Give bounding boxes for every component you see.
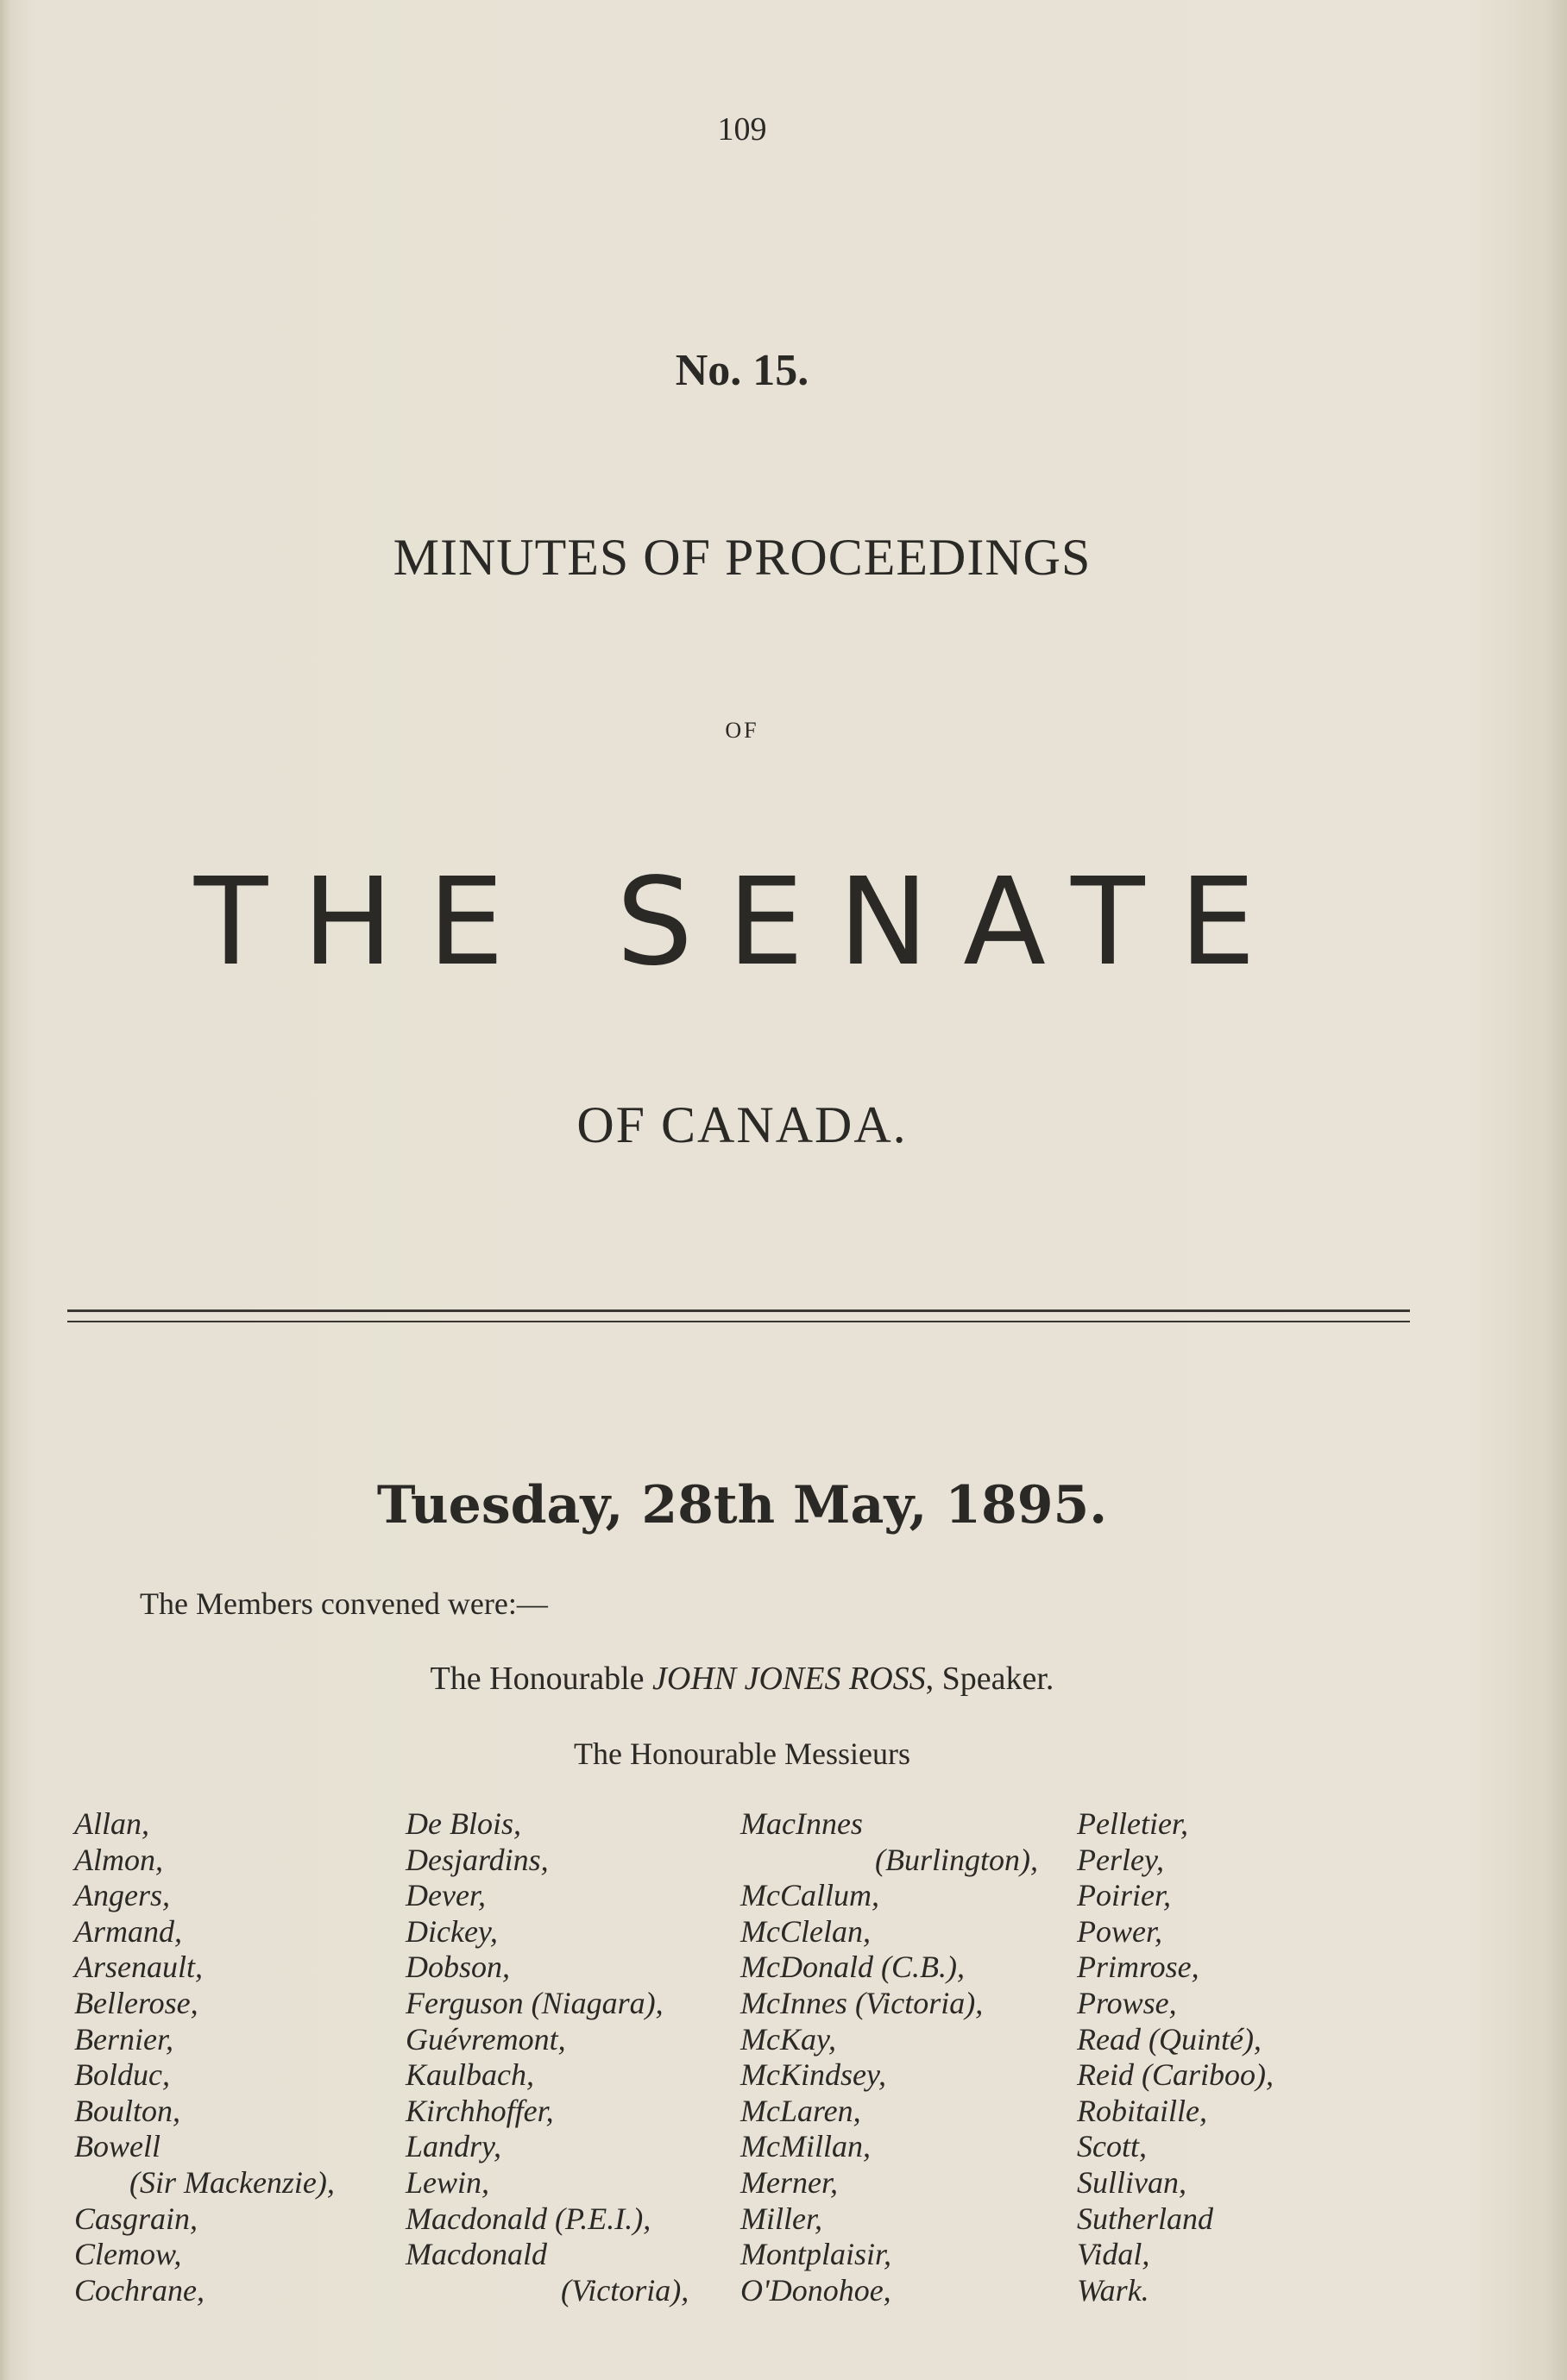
member-name: Cochrane, [74,2272,205,2308]
member-name: McDonald (C.B.), [740,1950,965,1985]
member-name: McMillan, [740,2129,871,2164]
member-name: Kirchhoffer, [406,2093,554,2128]
member-name: Ferguson (Niagara), [406,1985,664,2020]
member-name: Casgrain, [74,2201,198,2236]
member-name: De Blois, [406,1806,521,1841]
speaker-name: JOHN JONES ROSS [652,1661,926,1697]
member-name: Boulton, [74,2093,180,2128]
member-name: Scott, [1077,2129,1147,2164]
member-name-continuation: (Sir Mackenzie), [129,2164,335,2200]
member-name: Desjardins, [406,1842,549,1877]
member-name: McInnes (Victoria), [740,1985,984,2020]
double-rule-top [67,1309,1410,1312]
member-name: Landry, [406,2129,502,2164]
member-name: Merner, [740,2164,838,2200]
member-name: Bernier, [74,2021,173,2057]
member-name: Dickey, [406,1913,498,1949]
member-name: Bolduc, [74,2057,170,2093]
member-name: Guévremont, [406,2021,566,2057]
senate-title-word-the: THE [193,852,539,993]
member-name: McCallum, [740,1878,879,1913]
of-canada-heading: OF CANADA. [576,1096,908,1153]
session-date: Tuesday, 28th May, 1895. [376,1475,1108,1535]
double-rule-bottom [67,1321,1410,1322]
member-name: Macdonald (P.E.I.), [406,2201,651,2236]
member-name: Poirier, [1077,1878,1172,1913]
member-name: Read (Quinté), [1077,2021,1262,2057]
member-name: McClelan, [740,1913,871,1949]
member-name: Sullivan, [1077,2164,1186,2200]
member-name: Arsenault, [74,1950,203,1985]
page-number: 109 [717,111,767,148]
member-name-continuation: (Burlington), [875,1842,1038,1877]
member-name: Dever, [406,1878,486,1913]
member-name: Vidal, [1077,2237,1150,2272]
minutes-title: MINUTES OF PROCEEDINGS [393,529,1092,586]
member-name: Allan, [74,1806,149,1841]
member-name: Primrose, [1077,1950,1199,1985]
member-name: Robitaille, [1077,2093,1207,2128]
member-name: Power, [1077,1913,1162,1949]
members-column-3 [740,1806,1038,2308]
speaker-suffix: , Speaker. [925,1661,1054,1697]
member-name: Kaulbach, [406,2057,534,2093]
member-name: Sutherland [1077,2201,1213,2236]
member-name: Angers, [74,1878,170,1913]
member-name: Dobson, [406,1950,511,1985]
members-column-4 [1077,1806,1274,2308]
speaker-prefix: The Honourable [430,1661,645,1697]
members-column-1 [74,1806,335,2308]
member-name: Macdonald [406,2237,547,2272]
speaker-line [0,1660,1484,1698]
member-name: Perley, [1077,1842,1164,1877]
member-name: Reid (Cariboo), [1077,2057,1274,2093]
member-name: McKindsey, [740,2057,886,2093]
member-name: Pelletier, [1077,1806,1188,1841]
member-name: McKay, [740,2021,836,2057]
of-line: OF [725,718,759,743]
member-name: Almon, [74,1842,163,1877]
senate-title [0,852,1484,993]
member-name: O'Donohoe, [740,2272,891,2308]
member-name: Montplaisir, [740,2237,892,2272]
members-column-2 [406,1806,689,2308]
member-name: Bowell [74,2129,160,2164]
member-name: McLaren, [740,2093,861,2128]
members-intro: The Members convened were:— [140,1586,548,1621]
member-name: Miller, [740,2201,822,2236]
member-name: Clemow, [74,2237,182,2272]
honourable-heading: The Honourable Messieurs [574,1736,910,1771]
member-name: Prowse, [1077,1985,1177,2020]
member-name: MacInnes [740,1806,863,1841]
member-name: Wark. [1077,2272,1149,2308]
issue-number: No. 15. [675,346,809,395]
member-name-continuation: (Victoria), [561,2272,689,2308]
senate-title-word-senate: SENATE [616,852,1291,993]
member-name: Bellerose, [74,1985,198,2020]
member-name: Lewin, [406,2164,490,2200]
member-name: Armand, [74,1913,182,1949]
